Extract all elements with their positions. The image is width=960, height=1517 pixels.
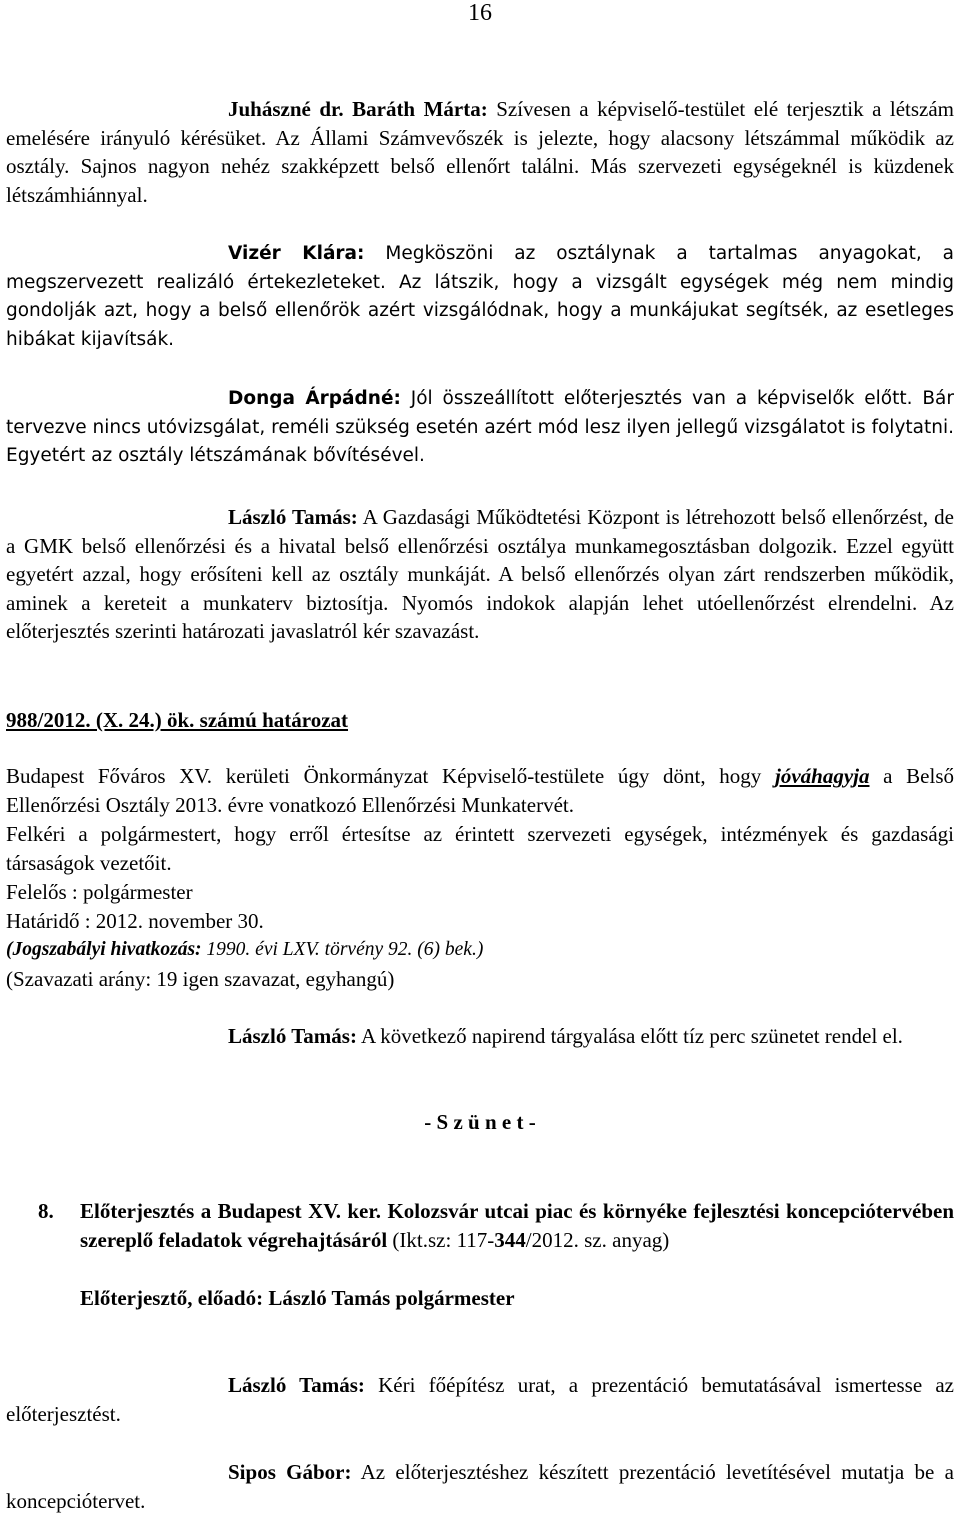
- resolution-request: Felkéri a polgármestert, hogy erről értesítse az érintett szervezeti egységek, intézmények és gazdasági társaságok vezetőit.: [6, 822, 954, 875]
- paragraph-sipos: [6, 1458, 954, 1515]
- agenda-item-number: 8.: [38, 1199, 54, 1223]
- speaker-name: Juhászné dr. Baráth Márta:: [228, 97, 488, 121]
- resolution-vote: (Szavazati arány: 19 igen szavazat, egyhangú): [6, 967, 395, 991]
- speaker-name: Sipos Gábor:: [228, 1460, 352, 1484]
- paragraph-laszlo-1: [6, 503, 954, 646]
- agenda-item-title: Előterjesztés a Budapest XV. ker. Kolozsvár utcai piac és környéke fejlesztési koncepciótervében szereplő feladatok végrehajtásáról: [80, 1199, 954, 1252]
- paragraph-text: Az előterjesztéshez készített prezentáció levetítésével mutatja be a koncepciótervet.: [6, 1460, 954, 1513]
- resolution-legal-reference: (Jogszabályi hivatkozás: 1990. évi LXV. törvény 92. (6) bek.): [6, 939, 484, 960]
- paragraph-text: Jól összeállított előterjesztés van a képviselők előtt. Bár tervezve nincs utóvizsgálat, reméli szükség esetén azért mód lesz ilyen jellegű vizsgálatot is folytatni. Egyetért az osztály létszámának bővítésével.: [6, 388, 954, 467]
- resolution-body: Budapest Főváros XV. kerületi Önkormányzat Képviselő-testülete úgy dönt, hogy jóváhagyja a Belső Ellenőrzési Osztály 2013. évre vonatkozó Ellenőrzési Munkatervét.: [6, 764, 955, 817]
- paragraph-laszlo-3: [6, 1371, 954, 1428]
- resolution-deadline: Határidő : 2012. november 30.: [6, 909, 264, 933]
- agenda-item-8: [38, 1197, 954, 1254]
- paragraph-text: Kéri főépítész urat, a prezentáció bemutatásával ismertesse az előterjesztést.: [6, 1373, 954, 1426]
- agenda-item-presenter: Előterjesztő, előadó: László Tamás polgármester: [80, 1286, 515, 1310]
- resolution-decision: jóváhagyja: [774, 764, 870, 788]
- resolution-responsible: Felelős : polgármester: [6, 880, 193, 904]
- paragraph-text: Megköszöni az osztálynak a tartalmas anyagokat, a megszervezett realizáló értekezleteket. Az látszik, hogy a vizsgált egységek még nem mindig gondolják azt, hogy a belső ellenőrök azért vizsgálódnak, hogy a munkájukat segítsék, az esetleges hibákat kijavítsák.: [6, 243, 954, 350]
- paragraph-text: Szívesen a képviselő-testület elé terjesztik a létszám emelésére irányuló kérésüket. Az Állami Számvevőszék is jelezte, hogy alacsony létszámmal működik az osztály. Sajnos nagyon nehéz szakképzett belső ellenőrt találni. Más szervezeti egységeknél is küzdenek létszámhiánnyal.: [6, 97, 954, 207]
- speaker-name: László Tamás:: [228, 1024, 357, 1048]
- break-heading: - S z ü n e t -: [424, 1110, 536, 1134]
- paragraph-text: A Gazdasági Működtetési Központ is létrehozott belső ellenőrzést, de a GMK belső ellenőrzési és a hivatal belső ellenőrzési osztálya munkamegosztásban dolgozik. Ezzel együtt egyetért azzal, hogy erősíteni kell az osztály munkáját. A belső ellenőrzés olyan zárt rendszerben működik, aminek a kereteit a munkaterv biztosítja. Nyomós indokok alapján lehet utóellenőrzést elrendelni. Az előterjesztés szerinti határozati javaslatról kér szavazást.: [6, 505, 954, 644]
- paragraph-laszlo-2: [6, 1022, 954, 1051]
- speaker-name: Vizér Klára:: [228, 243, 365, 264]
- paragraph-text: A következő napirend tárgyalása előtt tíz perc szünetet rendel el.: [356, 1024, 903, 1048]
- page-number: 16: [468, 0, 492, 26]
- paragraph-donga: [6, 385, 954, 471]
- agenda-item-ref: (Ikt.sz: 117-344/2012. sz. anyag): [387, 1227, 670, 1252]
- speaker-name: Donga Árpádné:: [228, 388, 401, 409]
- speaker-name: László Tamás:: [228, 505, 358, 529]
- resolution-title: 988/2012. (X. 24.) ök. számú határozat: [6, 708, 349, 732]
- speaker-name: László Tamás:: [228, 1373, 365, 1397]
- paragraph-vizer: [6, 240, 954, 354]
- paragraph-juhaszne: [6, 95, 954, 209]
